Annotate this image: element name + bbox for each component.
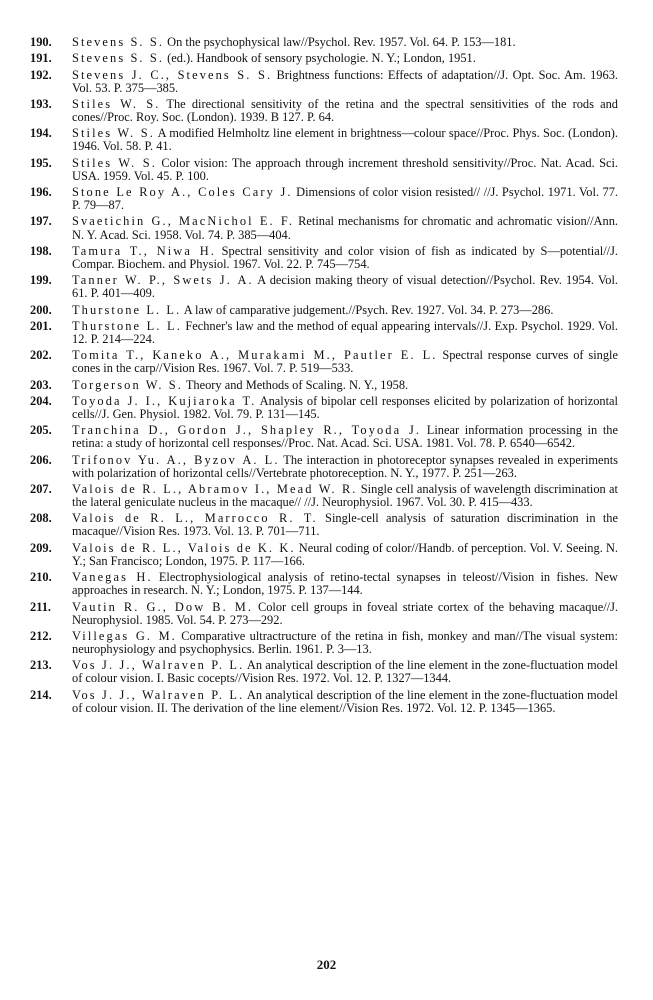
reference-authors: Valois de R. L., Abramov I., Mead W. R. [72,482,358,496]
reference-entry [30,52,618,65]
reference-text: Color cell groups in foveal striate cortex of the behaving macaque//J. Neurophysiol. 1985. Vol. 54. P. 273—292. [72,599,619,627]
reference-entry [30,454,618,480]
reference-text: Comparative ultractructure of the retina in fish, monkey and man//The visual system: neurophysiology and psychophysics. Berlin. 1961. P. 3—13. [72,628,618,656]
reference-body [72,36,618,49]
reference-number: 210. [30,570,52,585]
reference-number: 195. [30,155,52,170]
reference-text: Retinal mechanisms for chromatic and achromatic vision//Ann. N. Y. Acad. Sci. 1958. Vol. 74. P. 385—404. [72,214,618,242]
reference-body [72,98,618,124]
reference-body [72,274,618,300]
reference-authors: Tranchina D., Gordon J., Shapley R., Toyoda J. [72,423,422,438]
reference-text: Neural coding of color//Handb. of perception. Vol. V. Seeing. N. Y.; San Francisco; London, 1975. P. 117—166. [72,540,618,568]
reference-number: 192. [30,67,52,82]
reference-entry [30,571,618,597]
reference-body [72,320,618,346]
reference-number: 200. [30,302,52,317]
reference-entry [30,379,618,392]
reference-body [72,571,618,597]
reference-entry [30,157,618,183]
reference-entry [30,98,618,124]
reference-authors: Trifonov Yu. A., Byzov A. L. [72,452,280,467]
reference-entry [30,542,618,568]
reference-text: Single-cell analysis of saturation discrimination in the macaque//Vision Res. 1973. Vol. 13. P. 701—711. [72,511,618,539]
reference-number: 202. [30,348,52,363]
reference-body [72,512,618,538]
reference-text: Spectral response curves of single cones in the carp//Vision Res. 1967. Vol. 7. P. 519—533. [72,348,618,376]
reference-text: Linear information processing in the retina: a study of horizontal cell responses//Proc. Nat. Acad. Sci. USA. 1981. Vol. 78. P. 6540—6542. [72,423,618,451]
reference-number: 213. [30,658,52,673]
reference-authors: Stiles W. S. [72,126,155,141]
reference-entry [30,245,618,271]
reference-body [72,601,618,627]
reference-entry [30,689,618,715]
reference-body [72,630,618,656]
reference-body [72,542,618,568]
reference-authors: Svaetichin G., MacNichol E. F. [72,214,295,229]
reference-number: 198. [30,243,52,258]
reference-number: 214. [30,687,52,702]
reference-entry [30,630,618,656]
reference-text: The interaction in photoreceptor synapses revealed in experiments with polarization of horizontal cells//Vertebrate photoreception. N. Y., 1977. P. 251—263. [72,452,618,480]
reference-authors: Vos J. J., Walraven P. L. [72,658,245,673]
reference-entry [30,304,618,317]
reference-number: 196. [30,185,52,200]
reference-text: A law of camparative judgement.//Psych. Rev. 1927. Vol. 34. P. 273—286. [181,302,554,317]
reference-number: 208. [30,511,52,526]
reference-authors: Vautin R. G., Dow B. M. [72,599,254,614]
reference-text: Brightness functions: Effects of adaptation//J. Opt. Soc. Am. 1963. Vol. 53. P. 375—385. [72,67,618,95]
reference-text: Color vision: The approach through increment threshold sensitivity//Proc. Nat. Acad. Sci. USA. 1959. Vol. 45. P. 100. [72,155,618,183]
reference-entry [30,424,618,450]
reference-body [72,349,618,375]
reference-entry [30,320,618,346]
reference-body [72,127,618,153]
reference-entry [30,186,618,212]
reference-authors: Vos J. J., Walraven P. L. [72,687,245,702]
reference-authors: Stevens S. S. [72,35,165,49]
reference-entry [30,127,618,153]
reference-number: 193. [30,96,52,111]
reference-number: 191. [30,51,52,66]
reference-number: 197. [30,214,52,229]
reference-body [72,52,618,65]
reference-body [72,157,618,183]
reference-list [30,36,618,718]
reference-authors: Thurstone L. L. [72,318,182,333]
reference-body [72,69,618,95]
reference-authors: Tomita T., Kaneko A., Murakami M., Pautler E. L. [72,348,438,363]
reference-entry [30,215,618,241]
reference-number: 199. [30,273,52,288]
reference-number: 207. [30,482,52,496]
reference-entry [30,483,618,509]
reference-text: Fechner's law and the method of equal appearing intervals//J. Exp. Psychol. 1929. Vol. 12. P. 214—224. [72,318,618,346]
reference-body [72,454,618,480]
reference-number: 204. [30,393,52,408]
reference-entry [30,601,618,627]
reference-entry [30,274,618,300]
reference-entry [30,659,618,685]
reference-entry [30,349,618,375]
reference-text: Theory and Methods of Scaling. N. Y., 1958. [182,377,409,392]
reference-authors: Stiles W. S. [72,96,161,111]
reference-body [72,395,618,421]
reference-authors: Torgerson W. S. [72,377,183,392]
reference-number: 201. [30,318,52,333]
reference-body [72,689,618,715]
reference-text: Single cell analysis of wavelength discrimination at the lateral geniculate nucleus in the macaque// //J. Neurophysiol. 1967. Vol. 30. P. 415—433. [72,482,618,510]
reference-number: 209. [30,540,52,555]
reference-authors: Thurstone L. L. [72,302,182,317]
reference-entry [30,395,618,421]
page-number: 202 [316,957,337,972]
reference-text: An analytical description of the line element in the zone-fluctuation model of colour vision. II. The derivation of the line element//Vision Res. 1972. Vol. 12. P. 1345—1365. [72,687,618,715]
reference-body [72,215,618,241]
reference-entry [30,36,618,49]
reference-number: 211. [30,599,51,614]
reference-text: The directional sensitivity of the retina and the spectral sensitivities of the rods and cones//Proc. Roy. Soc. (London). 1939. B 127. P. 64. [72,96,618,125]
reference-number: 194. [30,126,52,141]
reference-text: A modified Helmholtz line element in brightness—colour space//Proc. Phys. Soc. (London). 1946. Vol. 58. P. 41. [72,126,618,154]
reference-text: An analytical description of the line element in the zone-fluctuation model of colour vision. I. Basic cocepts//Vision Res. 1972. Vol. 12. P. 1327—1344. [72,658,618,686]
reference-text: Spectral sensitivity and color vision of fish as indicated by S—potential//J. Compar. Biochem. and Physiol. 1967. Vol. 22. P. 745—754. [72,243,618,271]
reference-authors: Tamura T., Niwa H. [72,243,216,258]
reference-authors: Villegas G. M. [72,628,177,643]
reference-body [72,379,618,392]
reference-authors: Valois de R. L., Marrocco R. T. [72,511,318,526]
reference-body [72,186,618,212]
reference-body [72,245,618,271]
reference-number: 206. [30,452,52,467]
reference-authors: Stiles W. S. [72,155,157,170]
reference-text: A decision making theory of visual detection//Psychol. Rev. 1954. Vol. 61. P. 401—409. [72,273,618,301]
reference-body [72,483,618,509]
reference-body [72,424,618,450]
reference-authors: Toyoda J. I., Kujiaroka T. [72,393,257,408]
reference-authors: Stevens S. S. [72,51,165,66]
reference-text: Analysis of bipolar cell responses elicited by polarization of horizontal cells//J. Gen. Physiol. 1982. Vol. 79. P. 131—145. [72,393,618,421]
reference-text: On the psychophysical law//Psychol. Rev. 1957. Vol. 64. P. 153—181. [164,35,516,49]
reference-body [72,659,618,685]
reference-authors: Vanegas H. [72,570,153,585]
reference-text: Dimensions of color vision resisted// //J. Psychol. 1971. Vol. 77. P. 79—87. [72,185,618,213]
reference-number: 203. [30,377,52,392]
reference-entry [30,69,618,95]
reference-authors: Stevens J. C., Stevens S. S. [72,67,273,82]
reference-text: (ed.). Handbook of sensory psychologie. N. Y.; London, 1951. [164,51,476,66]
reference-authors: Tanner W. P., Swets J. A. [72,273,254,288]
reference-number: 190. [30,35,52,49]
reference-body [72,304,618,317]
reference-number: 212. [30,628,52,643]
reference-number: 205. [30,423,52,438]
reference-text: Electrophysiological analysis of retino-tectal synapses in teleost//Vision in fishes. New approaches in research. N. Y.; London, 1975. P. 137—144. [72,570,618,598]
reference-authors: Valois de R. L., Valois de K. K. [72,540,296,555]
reference-entry [30,512,618,538]
reference-authors: Stone Le Roy A., Coles Cary J. [72,185,293,200]
